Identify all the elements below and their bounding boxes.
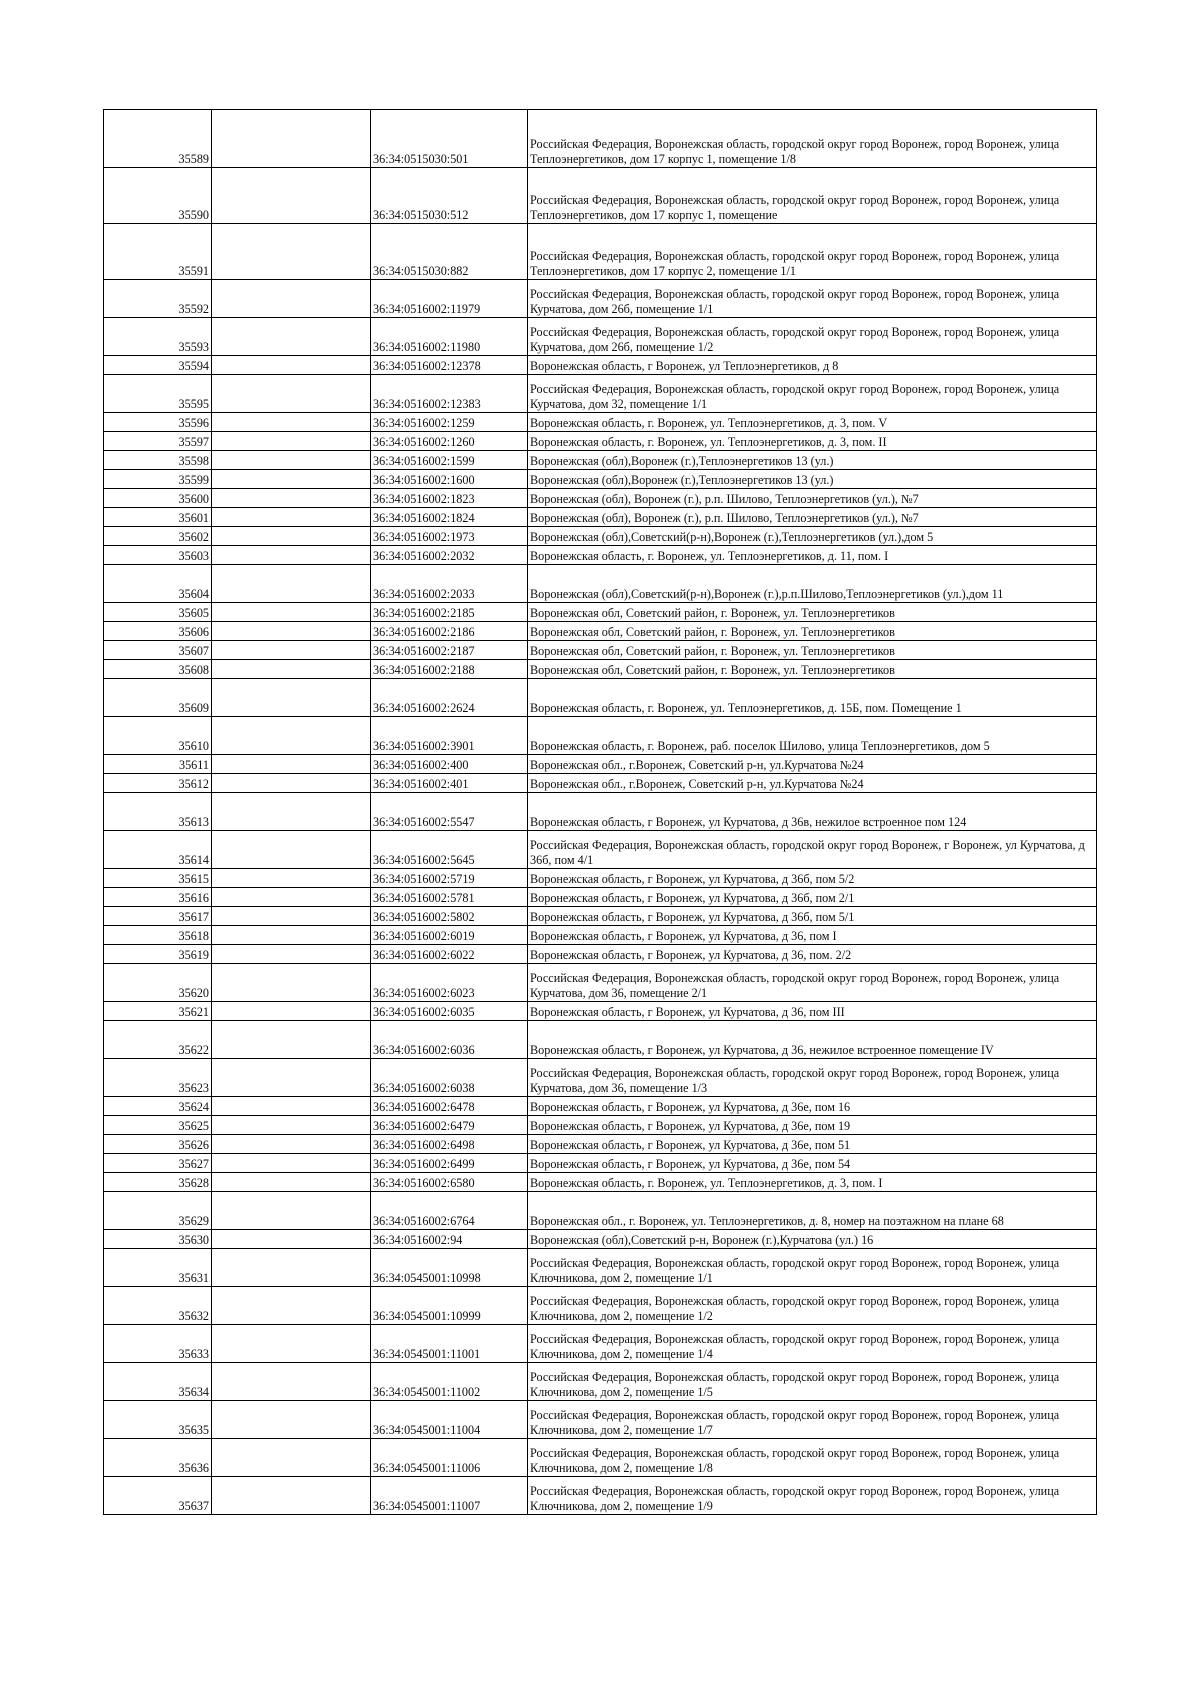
empty-cell [212,660,371,679]
table-row [104,926,1097,945]
table-row [104,831,1097,869]
address-cell: Российская Федерация, Воронежская область, городской округ город Воронеж, город Воронеж, улица Теплоэнергетиков, дом 17 корпус 1, помещение 1/8 [528,110,1097,168]
address-cell: Воронежская область, г Воронеж, ул Курчатова, д 36в, нежилое встроенное пом 124 [528,793,1097,831]
address-cell: Воронежская область, г Воронеж, ул Курчатова, д 36б, пом 5/2 [528,869,1097,888]
cadastral-number-cell: 36:34:0515030:501 [371,110,528,168]
cadastral-number-cell: 36:34:0516002:2188 [371,660,528,679]
cadastral-number-cell: 36:34:0545001:11006 [371,1439,528,1477]
empty-cell [212,964,371,1002]
table-row [104,1477,1097,1515]
record-number-cell: 35630 [104,1230,212,1249]
table-row [104,907,1097,926]
table-row [104,546,1097,565]
table-row [104,451,1097,470]
table-row [104,945,1097,964]
record-number-cell: 35602 [104,527,212,546]
empty-cell [212,527,371,546]
empty-cell [212,280,371,318]
record-number-cell: 35589 [104,110,212,168]
table-row [104,356,1097,375]
cadastral-number-cell: 36:34:0516002:6036 [371,1021,528,1059]
record-number-cell: 35603 [104,546,212,565]
address-cell: Российская Федерация, Воронежская область, городской округ город Воронеж, город Воронеж, улица Ключникова, дом 2, помещение 1/5 [528,1363,1097,1401]
address-cell: Воронежская область, г. Воронеж, ул. Теплоэнергетиков, д. 3, пом. II [528,432,1097,451]
address-cell: Воронежская область, г Воронеж, ул Курчатова, д 36е, пом 19 [528,1116,1097,1135]
empty-cell [212,432,371,451]
record-number-cell: 35596 [104,413,212,432]
cadastral-number-cell: 36:34:0545001:10999 [371,1287,528,1325]
record-number-cell: 35592 [104,280,212,318]
cadastral-number-cell: 36:34:0516002:1600 [371,470,528,489]
address-cell: Воронежская (обл),Советский(р-н),Воронеж (г.),Теплоэнергетиков (ул.),дом 5 [528,527,1097,546]
table-row [104,1173,1097,1192]
address-cell: Воронежская (обл), Воронеж (г.), р.п. Шилово, Теплоэнергетиков (ул.), №7 [528,508,1097,527]
address-cell: Российская Федерация, Воронежская область, городской округ город Воронеж, город Воронеж, улица Курчатова, дом 26б, помещение 1/2 [528,318,1097,356]
table-row [104,964,1097,1002]
cadastral-number-cell: 36:34:0545001:11007 [371,1477,528,1515]
cadastral-number-cell: 36:34:0516002:6035 [371,1002,528,1021]
address-cell: Воронежская обл, Советский район, г. Воронеж, ул. Теплоэнергетиков [528,622,1097,641]
address-cell: Воронежская область, г Воронеж, ул Курчатова, д 36е, пом 51 [528,1135,1097,1154]
empty-cell [212,489,371,508]
record-number-cell: 35617 [104,907,212,926]
record-number-cell: 35623 [104,1059,212,1097]
record-number-cell: 35618 [104,926,212,945]
cadastral-number-cell: 36:34:0516002:1259 [371,413,528,432]
record-number-cell: 35597 [104,432,212,451]
table-row [104,1439,1097,1477]
empty-cell [212,1002,371,1021]
cadastral-number-cell: 36:34:0516002:6499 [371,1154,528,1173]
record-number-cell: 35595 [104,375,212,413]
address-cell: Воронежская обл., г.Воронеж, Советский р-н, ул.Курчатова №24 [528,774,1097,793]
address-cell: Воронежская (обл),Воронеж (г.),Теплоэнергетиков 13 (ул.) [528,451,1097,470]
record-number-cell: 35606 [104,622,212,641]
address-cell: Российская Федерация, Воронежская область, городской округ город Воронеж, город Воронеж, улица Курчатова, дом 36, помещение 1/3 [528,1059,1097,1097]
record-number-cell: 35590 [104,168,212,224]
table-row [104,413,1097,432]
empty-cell [212,451,371,470]
empty-cell [212,546,371,565]
empty-cell [212,356,371,375]
empty-cell [212,1439,371,1477]
address-cell: Воронежская область, г. Воронеж, ул. Теплоэнергетиков, д. 11, пом. I [528,546,1097,565]
address-cell: Российская Федерация, Воронежская область, городской округ город Воронеж, город Воронеж, улица Теплоэнергетиков, дом 17 корпус 2, помещение 1/1 [528,224,1097,280]
record-number-cell: 35636 [104,1439,212,1477]
table-row [104,755,1097,774]
cadastral-number-cell: 36:34:0516002:2033 [371,565,528,603]
address-cell: Воронежская обл., г. Воронеж, ул. Теплоэнергетиков, д. 8, номер на поэтажном на плане 68 [528,1192,1097,1230]
table-row [104,110,1097,168]
cadastral-number-cell: 36:34:0516002:12383 [371,375,528,413]
record-number-cell: 35616 [104,888,212,907]
empty-cell [212,413,371,432]
cadastral-number-cell: 36:34:0516002:6023 [371,964,528,1002]
cadastral-number-cell: 36:34:0516002:11980 [371,318,528,356]
record-number-cell: 35610 [104,717,212,755]
cadastral-number-cell: 36:34:0516002:6498 [371,1135,528,1154]
cadastral-number-cell: 36:34:0515030:882 [371,224,528,280]
address-cell: Российская Федерация, Воронежская область, городской округ город Воронеж, город Воронеж, улица Ключникова, дом 2, помещение 1/4 [528,1325,1097,1363]
record-number-cell: 35628 [104,1173,212,1192]
registry-table-body [104,110,1097,1515]
address-cell: Воронежская область, г Воронеж, ул Курчатова, д 36, пом. 2/2 [528,945,1097,964]
address-cell: Воронежская обл, Советский район, г. Воронеж, ул. Теплоэнергетиков [528,660,1097,679]
empty-cell [212,945,371,964]
address-cell: Российская Федерация, Воронежская область, городской округ город Воронеж, город Воронеж, улица Курчатова, дом 36, помещение 2/1 [528,964,1097,1002]
cadastral-number-cell: 36:34:0545001:11004 [371,1401,528,1439]
table-row [104,1401,1097,1439]
empty-cell [212,470,371,489]
cadastral-number-cell: 36:34:0516002:2032 [371,546,528,565]
cadastral-number-cell: 36:34:0516002:1824 [371,508,528,527]
empty-cell [212,622,371,641]
table-row [104,432,1097,451]
table-row [104,774,1097,793]
empty-cell [212,1116,371,1135]
address-cell: Воронежская (обл),Советский р-н, Воронеж (г.),Курчатова (ул.) 16 [528,1230,1097,1249]
record-number-cell: 35612 [104,774,212,793]
address-cell: Воронежская обл., г.Воронеж, Советский р-н, ул.Курчатова №24 [528,755,1097,774]
record-number-cell: 35599 [104,470,212,489]
record-number-cell: 35633 [104,1325,212,1363]
cadastral-number-cell: 36:34:0516002:2185 [371,603,528,622]
table-row [104,318,1097,356]
cadastral-number-cell: 36:34:0516002:6764 [371,1192,528,1230]
empty-cell [212,717,371,755]
record-number-cell: 35619 [104,945,212,964]
table-row [104,280,1097,318]
record-number-cell: 35605 [104,603,212,622]
table-row [104,1135,1097,1154]
cadastral-number-cell: 36:34:0516002:11979 [371,280,528,318]
empty-cell [212,1401,371,1439]
table-row [104,375,1097,413]
table-row [104,1363,1097,1401]
record-number-cell: 35607 [104,641,212,660]
record-number-cell: 35629 [104,1192,212,1230]
table-row [104,1021,1097,1059]
address-cell: Российская Федерация, Воронежская область, городской округ город Воронеж, город Воронеж, улица Ключникова, дом 2, помещение 1/8 [528,1439,1097,1477]
cadastral-number-cell: 36:34:0516002:3901 [371,717,528,755]
record-number-cell: 35608 [104,660,212,679]
table-row [104,1059,1097,1097]
record-number-cell: 35601 [104,508,212,527]
property-registry-table [103,109,1097,1515]
table-row [104,888,1097,907]
table-row [104,527,1097,546]
address-cell: Воронежская область, г Воронеж, ул Курчатова, д 36б, пом 5/1 [528,907,1097,926]
record-number-cell: 35622 [104,1021,212,1059]
address-cell: Российская Федерация, Воронежская область, городской округ город Воронеж, город Воронеж, улица Курчатова, дом 26б, помещение 1/1 [528,280,1097,318]
cadastral-number-cell: 36:34:0516002:2624 [371,679,528,717]
empty-cell [212,774,371,793]
address-cell: Воронежская область, г. Воронеж, ул. Теплоэнергетиков, д. 3, пом. V [528,413,1097,432]
cadastral-number-cell: 36:34:0516002:6479 [371,1116,528,1135]
address-cell: Воронежская область, г Воронеж, ул Курчатова, д 36, пом III [528,1002,1097,1021]
table-row [104,679,1097,717]
record-number-cell: 35626 [104,1135,212,1154]
empty-cell [212,1097,371,1116]
record-number-cell: 35614 [104,831,212,869]
empty-cell [212,1325,371,1363]
address-cell: Российская Федерация, Воронежская область, городской округ город Воронеж, город Воронеж, улица Курчатова, дом 32, помещение 1/1 [528,375,1097,413]
cadastral-number-cell: 36:34:0516002:6019 [371,926,528,945]
empty-cell [212,1154,371,1173]
address-cell: Воронежская (обл),Воронеж (г.),Теплоэнергетиков 13 (ул.) [528,470,1097,489]
cadastral-number-cell: 36:34:0516002:5802 [371,907,528,926]
record-number-cell: 35609 [104,679,212,717]
address-cell: Воронежская область, г. Воронеж, ул. Теплоэнергетиков, д. 3, пом. I [528,1173,1097,1192]
record-number-cell: 35594 [104,356,212,375]
record-number-cell: 35613 [104,793,212,831]
empty-cell [212,168,371,224]
empty-cell [212,603,371,622]
record-number-cell: 35624 [104,1097,212,1116]
record-number-cell: 35637 [104,1477,212,1515]
record-number-cell: 35620 [104,964,212,1002]
table-row [104,470,1097,489]
record-number-cell: 35591 [104,224,212,280]
address-cell: Российская Федерация, Воронежская область, городской округ город Воронеж, город Воронеж, улица Теплоэнергетиков, дом 17 корпус 1, помещение [528,168,1097,224]
record-number-cell: 35632 [104,1287,212,1325]
address-cell: Воронежская область, г Воронеж, ул Курчатова, д 36, пом I [528,926,1097,945]
record-number-cell: 35598 [104,451,212,470]
address-cell: Воронежская область, г. Воронеж, раб. поселок Шилово, улица Теплоэнергетиков, дом 5 [528,717,1097,755]
empty-cell [212,793,371,831]
cadastral-number-cell: 36:34:0516002:5719 [371,869,528,888]
cadastral-number-cell: 36:34:0515030:512 [371,168,528,224]
empty-cell [212,641,371,660]
empty-cell [212,508,371,527]
empty-cell [212,1173,371,1192]
address-cell: Российская Федерация, Воронежская область, городской округ город Воронеж, город Воронеж, улица Ключникова, дом 2, помещение 1/2 [528,1287,1097,1325]
table-row [104,717,1097,755]
cadastral-number-cell: 36:34:0516002:1823 [371,489,528,508]
table-row [104,1192,1097,1230]
empty-cell [212,1287,371,1325]
cadastral-number-cell: 36:34:0516002:5645 [371,831,528,869]
empty-cell [212,888,371,907]
table-row [104,565,1097,603]
address-cell: Воронежская область, г Воронеж, ул Теплоэнергетиков, д 8 [528,356,1097,375]
table-row [104,660,1097,679]
empty-cell [212,869,371,888]
address-cell: Российская Федерация, Воронежская область, городской округ город Воронеж, город Воронеж, улица Ключникова, дом 2, помещение 1/1 [528,1249,1097,1287]
table-row [104,224,1097,280]
table-row [104,489,1097,508]
table-row [104,508,1097,527]
address-cell: Воронежская область, г Воронеж, ул Курчатова, д 36е, пом 16 [528,1097,1097,1116]
empty-cell [212,1230,371,1249]
empty-cell [212,565,371,603]
table-row [104,793,1097,831]
cadastral-number-cell: 36:34:0516002:5547 [371,793,528,831]
record-number-cell: 35600 [104,489,212,508]
table-row [104,622,1097,641]
cadastral-number-cell: 36:34:0545001:10998 [371,1249,528,1287]
address-cell: Воронежская область, г Воронеж, ул Курчатова, д 36б, пом 2/1 [528,888,1097,907]
empty-cell [212,318,371,356]
empty-cell [212,110,371,168]
table-row [104,1249,1097,1287]
cadastral-number-cell: 36:34:0516002:401 [371,774,528,793]
record-number-cell: 35621 [104,1002,212,1021]
cadastral-number-cell: 36:34:0516002:6022 [371,945,528,964]
table-row [104,1154,1097,1173]
record-number-cell: 35611 [104,755,212,774]
record-number-cell: 35634 [104,1363,212,1401]
empty-cell [212,679,371,717]
record-number-cell: 35631 [104,1249,212,1287]
cadastral-number-cell: 36:34:0516002:6580 [371,1173,528,1192]
table-row [104,869,1097,888]
cadastral-number-cell: 36:34:0516002:1973 [371,527,528,546]
address-cell: Воронежская обл, Советский район, г. Воронеж, ул. Теплоэнергетиков [528,641,1097,660]
cadastral-number-cell: 36:34:0516002:6038 [371,1059,528,1097]
cadastral-number-cell: 36:34:0516002:1260 [371,432,528,451]
table-row [104,603,1097,622]
cadastral-number-cell: 36:34:0516002:94 [371,1230,528,1249]
empty-cell [212,1059,371,1097]
empty-cell [212,1249,371,1287]
empty-cell [212,375,371,413]
document-page [103,109,1096,1515]
address-cell: Воронежская обл, Советский район, г. Воронеж, ул. Теплоэнергетиков [528,603,1097,622]
empty-cell [212,755,371,774]
empty-cell [212,1477,371,1515]
cadastral-number-cell: 36:34:0516002:6478 [371,1097,528,1116]
cadastral-number-cell: 36:34:0545001:11002 [371,1363,528,1401]
address-cell: Воронежская область, г Воронеж, ул Курчатова, д 36е, пом 54 [528,1154,1097,1173]
empty-cell [212,831,371,869]
record-number-cell: 35604 [104,565,212,603]
address-cell: Российская Федерация, Воронежская область, городской округ город Воронеж, город Воронеж, улица Ключникова, дом 2, помещение 1/9 [528,1477,1097,1515]
table-row [104,168,1097,224]
address-cell: Воронежская область, г. Воронеж, ул. Теплоэнергетиков, д. 15Б, пом. Помещение 1 [528,679,1097,717]
record-number-cell: 35625 [104,1116,212,1135]
cadastral-number-cell: 36:34:0516002:12378 [371,356,528,375]
empty-cell [212,926,371,945]
empty-cell [212,1363,371,1401]
cadastral-number-cell: 36:34:0516002:5781 [371,888,528,907]
record-number-cell: 35635 [104,1401,212,1439]
empty-cell [212,907,371,926]
table-row [104,1116,1097,1135]
cadastral-number-cell: 36:34:0516002:400 [371,755,528,774]
empty-cell [212,1021,371,1059]
address-cell: Российская Федерация, Воронежская область, городской округ город Воронеж, г Воронеж, ул Курчатова, д 36б, пом 4/1 [528,831,1097,869]
cadastral-number-cell: 36:34:0516002:2187 [371,641,528,660]
table-row [104,1002,1097,1021]
record-number-cell: 35593 [104,318,212,356]
empty-cell [212,1135,371,1154]
empty-cell [212,224,371,280]
cadastral-number-cell: 36:34:0516002:1599 [371,451,528,470]
table-row [104,1230,1097,1249]
address-cell: Воронежская (обл), Воронеж (г.), р.п. Шилово, Теплоэнергетиков (ул.), №7 [528,489,1097,508]
cadastral-number-cell: 36:34:0516002:2186 [371,622,528,641]
table-row [104,641,1097,660]
record-number-cell: 35615 [104,869,212,888]
address-cell: Воронежская область, г Воронеж, ул Курчатова, д 36, нежилое встроенное помещение IV [528,1021,1097,1059]
cadastral-number-cell: 36:34:0545001:11001 [371,1325,528,1363]
table-row [104,1325,1097,1363]
table-row [104,1287,1097,1325]
record-number-cell: 35627 [104,1154,212,1173]
empty-cell [212,1192,371,1230]
address-cell: Воронежская (обл),Советский(р-н),Воронеж (г.),р.п.Шилово,Теплоэнергетиков (ул.),дом 11 [528,565,1097,603]
table-row [104,1097,1097,1116]
address-cell: Российская Федерация, Воронежская область, городской округ город Воронеж, город Воронеж, улица Ключникова, дом 2, помещение 1/7 [528,1401,1097,1439]
